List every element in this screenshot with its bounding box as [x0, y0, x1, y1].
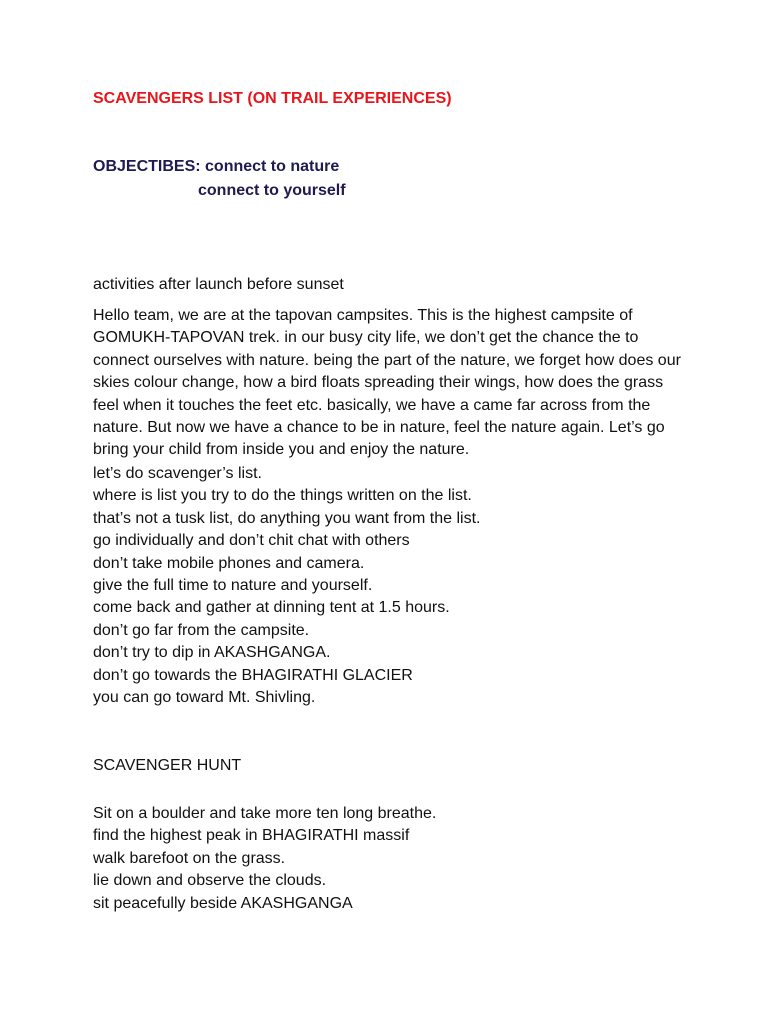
hunt-item: lie down and observe the clouds. [93, 872, 327, 890]
instruction-item: go individually and don’t chit chat with others [93, 532, 410, 550]
instruction-item: don’t go far from the campsite. [93, 621, 310, 639]
activities-subheading: activities after launch before sunset [93, 276, 344, 293]
objective-line-2: connect to yourself [198, 182, 346, 199]
objectives-block [93, 155, 346, 203]
intro-paragraph-block [93, 305, 693, 462]
instruction-item: come back and gather at dinning tent at 1.5 hours. [93, 599, 450, 617]
intro-paragraph: Hello team, we are at the tapovan campsites. This is the highest campsite of GOMUKH-TAPOVAN trek. in our busy city life, we don’t get the chance the to connect ourselves with nature. being the part of the nature, we forget how does our skies colour change, how a bird floats spreading their wings, how does the grass feel when it touches the feet etc. basically, we have a came far across from the nature. But now we have a chance to be in nature, feel the nature again. Let’s go bring your child from inside you and enjoy the nature. [93, 307, 681, 459]
hunt-item: sit peacefully beside AKASHGANGA [93, 894, 353, 912]
instruction-item: don’t go towards the BHAGIRATHI GLACIER [93, 666, 413, 684]
hunt-item: find the highest peak in BHAGIRATHI massif [93, 827, 410, 845]
instruction-item: let’s do scavenger’s list. [93, 465, 262, 482]
scavenger-hunt-list [93, 803, 436, 915]
instruction-item: give the full time to nature and yourself. [93, 577, 373, 595]
document-title: SCAVENGERS LIST (ON TRAIL EXPERIENCES) [93, 90, 452, 107]
instruction-item: don’t take mobile phones and camera. [93, 554, 365, 572]
instruction-item: don’t try to dip in AKASHGANGA. [93, 644, 331, 662]
hunt-item: walk barefoot on the grass. [93, 849, 286, 867]
instruction-item: where is list you try to do the things written on the list. [93, 487, 472, 505]
objective-line-1: OBJECTIBES: connect to nature [93, 158, 340, 175]
instruction-item: you can go toward Mt. Shivling. [93, 689, 316, 707]
scavenger-hunt-heading: SCAVENGER HUNT [93, 757, 242, 774]
instructions-list [93, 463, 480, 709]
instruction-item: that’s not a tusk list, do anything you want from the list. [93, 509, 481, 527]
hunt-item: Sit on a boulder and take more ten long breathe. [93, 805, 437, 822]
